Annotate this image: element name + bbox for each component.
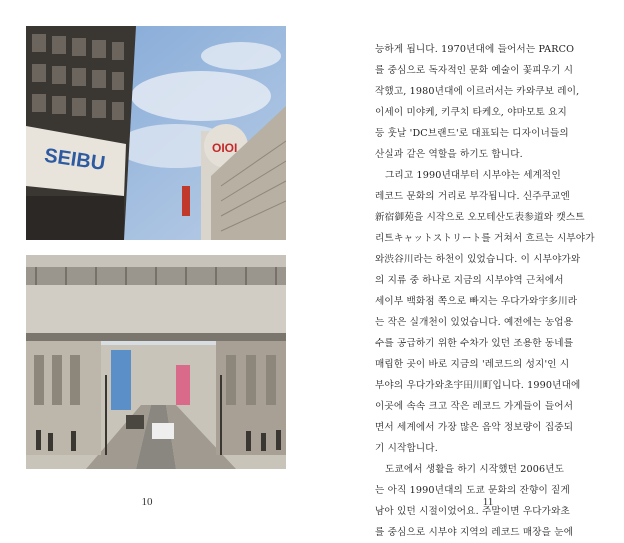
body-line: 이곳에 속속 크고 작은 레코드 가게들이 들어서 — [375, 401, 574, 412]
body-line: 를 중심으로 독자적인 문화 예술이 꽃피우기 시 — [375, 65, 574, 76]
photo-street-image — [26, 255, 286, 469]
body-line: 를 중심으로 시부야 지역의 레코드 매장을 눈에 — [375, 527, 574, 538]
body-line: 이세이 미야케, 키쿠치 타케오, 야마모토 요지 — [375, 107, 567, 118]
body-line: 작했고, 1980년대에 이르러서는 카와쿠보 레이, — [375, 86, 580, 97]
body-line: 수를 공급하기 위한 수차가 있던 조용한 동네를 — [375, 338, 574, 349]
body-line: 기 시작합니다. — [375, 443, 438, 454]
body-line: 세이부 백화점 쪽으로 빠지는 우다가와宇多川라 — [375, 296, 578, 307]
seibu-logo: SEIBU — [42, 144, 107, 175]
body-line: 매립한 곳이 바로 지금의 '레코드의 성지'인 시 — [375, 359, 570, 370]
photo-street-overpass — [26, 255, 286, 469]
body-line: 는 작은 실개천이 있었습니다. 예전에는 농업용 — [375, 317, 574, 328]
body-line: 능하게 됩니다. 1970년대에 들어서는 PARCO — [375, 44, 575, 55]
body-line: 등 훗날 'DC브랜드'로 대표되는 디자이너들의 — [375, 128, 569, 139]
left-page — [0, 0, 312, 533]
body-line: 리트キャットストリート를 거쳐서 흐르는 시부야가 — [375, 233, 595, 244]
photo-seibu-image — [26, 26, 286, 240]
body-line: 도쿄에서 생활을 하기 시작했던 2006년도 — [385, 464, 565, 475]
body-line: 新宿御苑을 시작으로 오모테산도表参道와 캣스트 — [375, 212, 585, 223]
body-line: 그리고 1990년대부터 시부야는 세계적인 — [385, 170, 561, 181]
body-text — [375, 39, 595, 543]
body-line: 는 아직 1990년대의 도쿄 문화의 잔향이 짙게 — [375, 485, 570, 496]
body-line: 부야의 우다가와초宇田川町입니다. 1990년대에 — [375, 380, 581, 391]
body-line: 와渋谷川라는 하천이 있었습니다. 이 시부야가와 — [375, 254, 581, 265]
body-line: 의 지류 중 하나로 지금의 시부야역 근처에서 — [375, 275, 564, 286]
body-line: 산실과 같은 역할을 하기도 합니다. — [375, 149, 523, 160]
page-number-right: 11 — [482, 496, 494, 508]
photo-seibu-building — [26, 26, 286, 240]
body-line: 면서 세계에서 가장 많은 음악 정보량이 집중되 — [375, 422, 574, 433]
body-line: 레코드 문화의 거리로 부각됩니다. 신주쿠교엔 — [375, 191, 570, 202]
oioi-logo: OIOI — [212, 141, 238, 155]
body-line: 남아 있던 시절이었어요. 주말이면 우다가와초 — [375, 506, 570, 517]
page-number-left: 10 — [141, 496, 153, 508]
